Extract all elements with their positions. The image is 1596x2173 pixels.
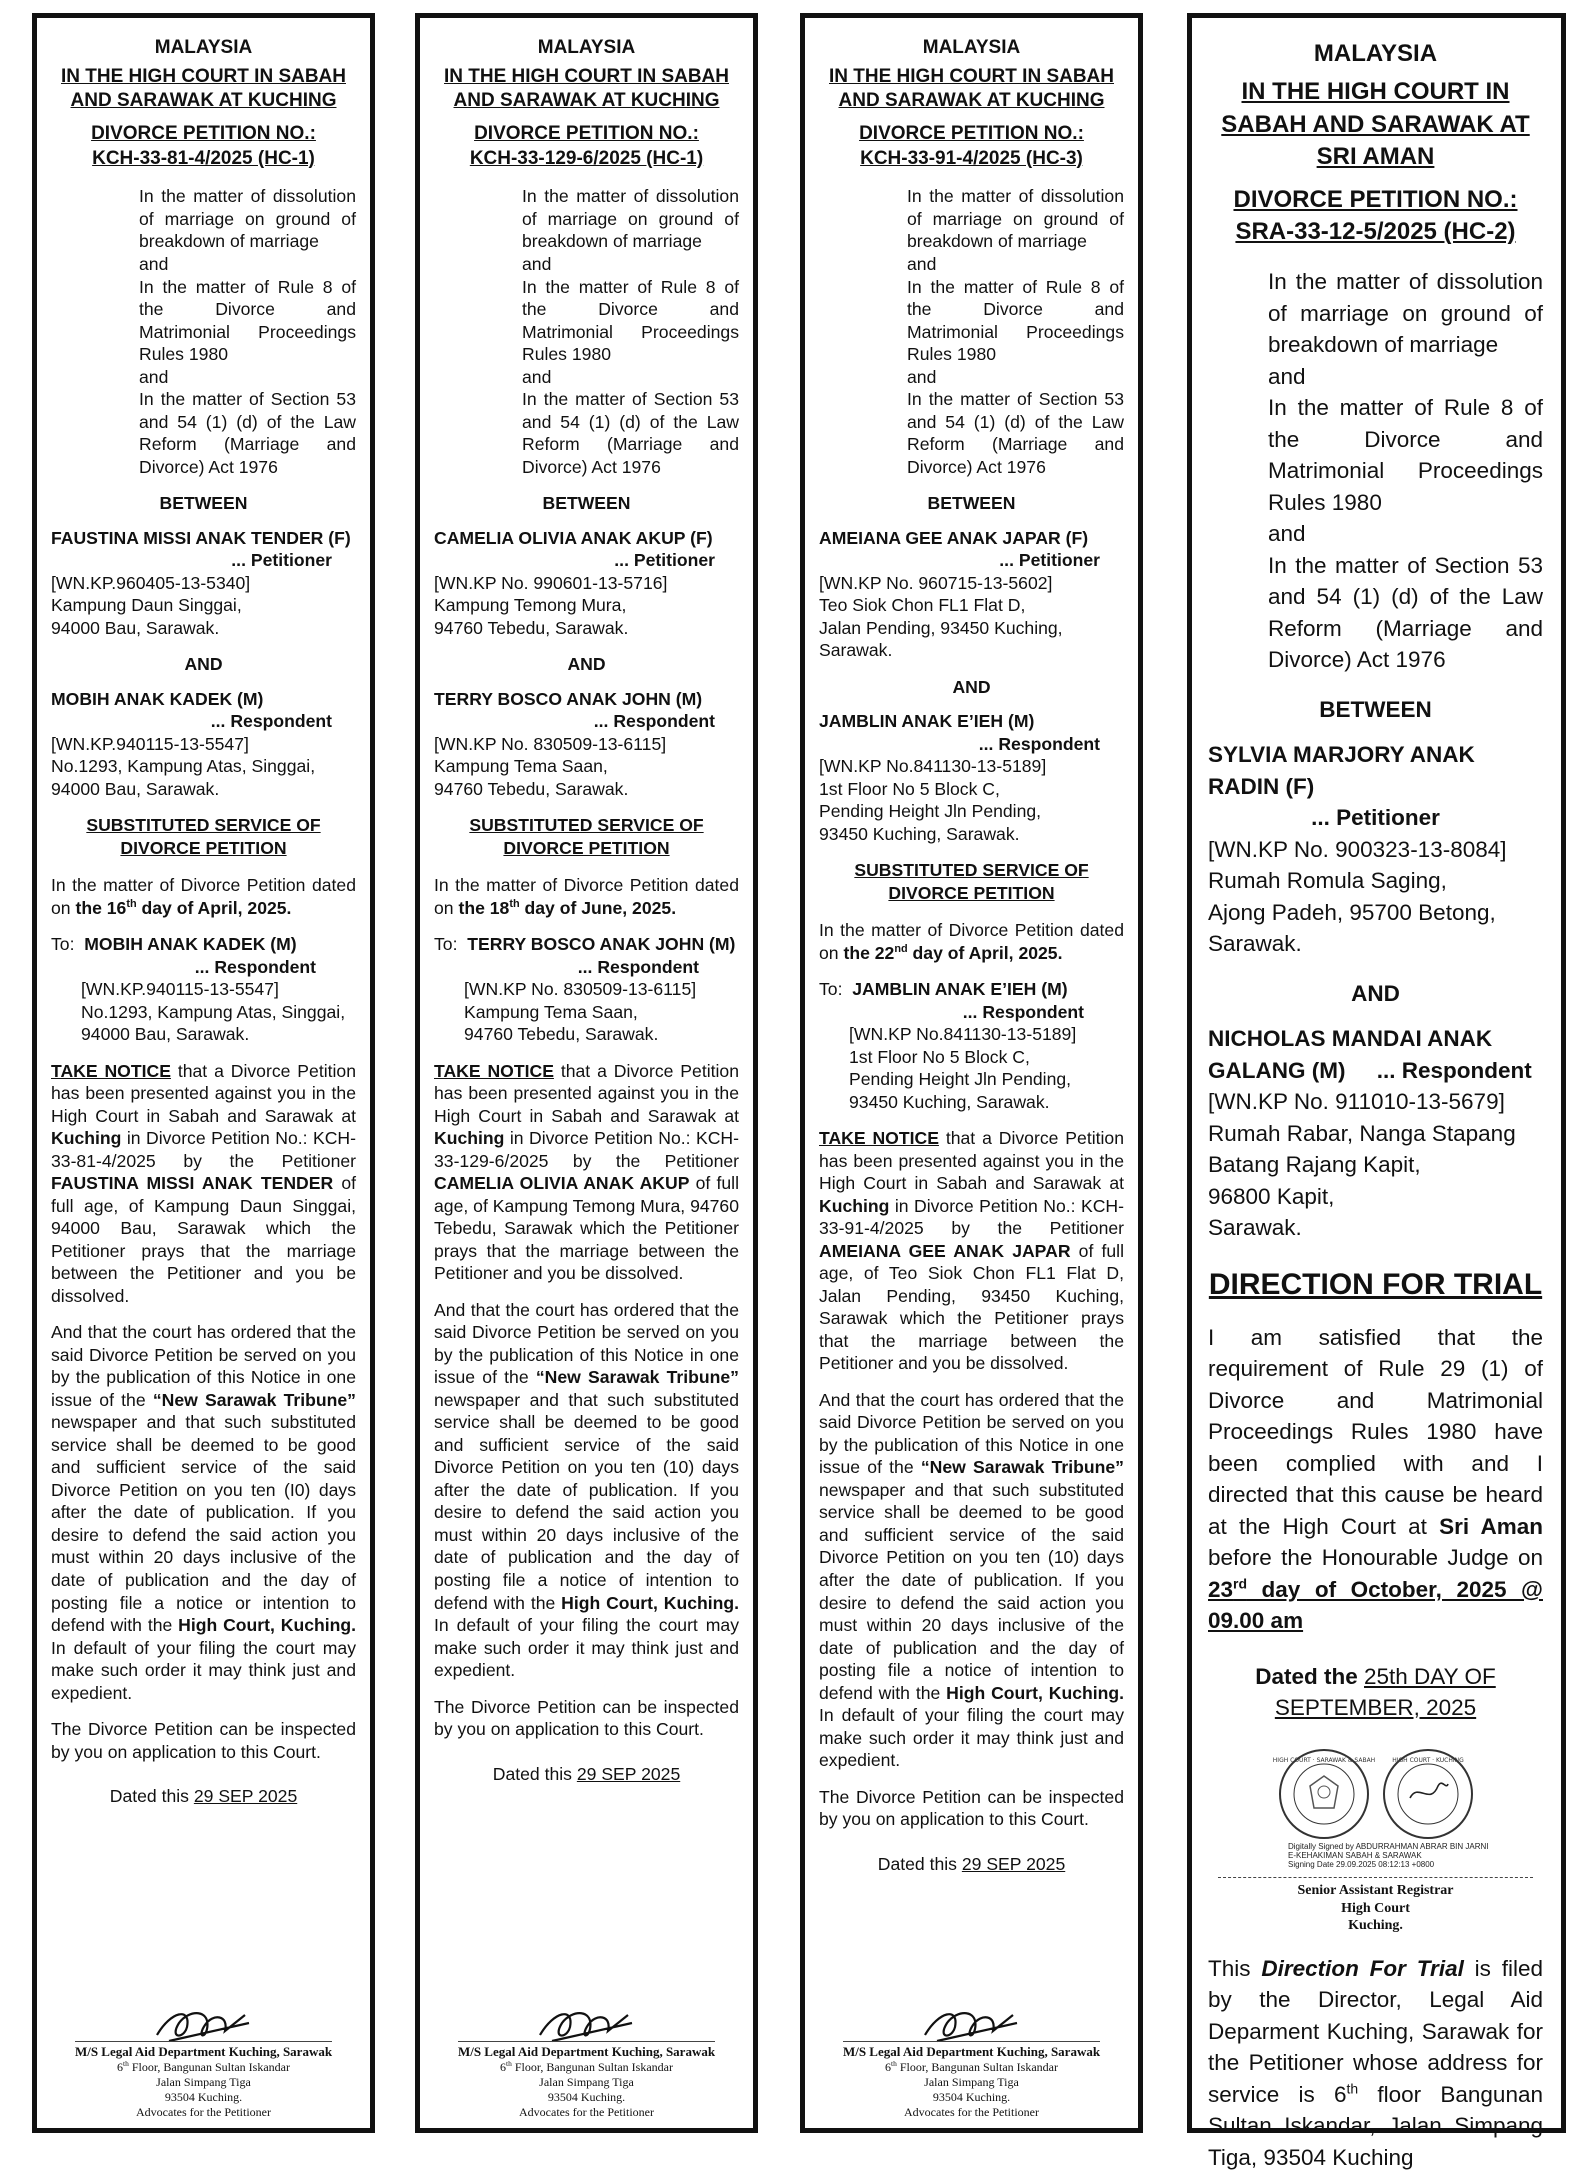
petition-number: KCH-33-91-4/2025 (HC-3): [860, 147, 1083, 169]
respondent-block: JAMBLIN ANAK E’IEH (M) ... Respondent [WN.KP No.841130-13-5189] 1st Floor No 5 Block C, Pending Height Jln Pending, 93450 Kuching, Sarawak.: [819, 710, 1124, 845]
respondent-name: MOBIH ANAK KADEK (M): [51, 688, 264, 709]
notice-column-1: [32, 13, 375, 2133]
petitioner-name: FAUSTINA MISSI ANAK TENDER (F): [51, 527, 351, 548]
and-label: AND: [952, 676, 991, 697]
and-label: AND: [567, 654, 606, 675]
petition-number: SRA-33-12-5/2025 (HC-2): [1235, 217, 1516, 245]
court-heading: IN THE HIGH COURT IN SABAH AND SARAWAK AT KUCHING: [444, 65, 729, 112]
dated-line: Dated this 29 SEP 2025: [492, 1763, 681, 1784]
respondent-block: MOBIH ANAK KADEK (M) ... Respondent [WN.KP.940115-13-5547] No.1293, Kampung Atas, Singgai, 94000 Bau, Sarawak.: [51, 688, 356, 801]
court-order-paragraph: And that the court has ordered that the said Divorce Petition be served on you by the publication of this Notice in one issue of the “New Sarawak Tribune” newspaper and that such substituted service shall be deemed to be good and sufficient service of the said Divorce Petition on you ten (I0) days after the date of publication. If you desire to defend the said action you must within 20 days inclusive of the date of publication and the day of posting file a notice or intention to defend with the High Court, Kuching. In default of your filing the court may make such order it may think just and expedient.: [51, 1322, 356, 1703]
country-heading: MALAYSIA: [1313, 40, 1438, 67]
take-notice-paragraph: TAKE NOTICE that a Divorce Petition has been presented against you in the High Court in Sabah and Sarawak at Kuching in Divorce Petition No.: KCH-33-81-4/2025 by the Petitioner FAUSTINA MISSI ANAK TENDER of full age, of Kampung Daun Singgai, 94000 Bau, Sarawak which the Petitioner prays that the marriage between the Petitioner and you be dissolved.: [51, 1060, 356, 1306]
advocate-signature-block: M/S Legal Aid Department Kuching, Sarawak 6th Floor, Bangunan Sultan Iskandar Jalan Simpang Tiga 93504 Kuching. Advocates for the Petitioner: [37, 2001, 370, 2120]
petitioner-block: FAUSTINA MISSI ANAK TENDER (F) ... Petitioner [WN.KP.960405-13-5340] Kampung Daun Singgai, 94000 Bau, Sarawak.: [51, 527, 356, 640]
respondent-block: NICHOLAS MANDAI ANAK GALANG (M) ... Respondent [WN.KP No. 911010-13-5679] Rumah Rabar, Nanga Stapang Batang Rajang Kapit, 96800 Kapit, Sarawak.: [1208, 1023, 1543, 1244]
svg-text:HIGH COURT · SARAWAK & SABAH: HIGH COURT · SARAWAK & SABAH: [1272, 1756, 1375, 1764]
country-heading: MALAYSIA: [154, 37, 253, 58]
petitioner-name: AMEIANA GEE ANAK JAPAR (F): [819, 527, 1089, 548]
court-seal-kuching-icon: [1380, 1746, 1476, 1842]
respondent-name: TERRY BOSCO ANAK JOHN (M): [434, 688, 703, 709]
petitioner-name: SYLVIA MARJORY ANAK RADIN (F): [1208, 742, 1475, 799]
petition-date: In the matter of Divorce Petition dated on the 22nd day of April, 2025.: [819, 920, 1124, 963]
petition-heading: DIVORCE PETITION NO.: KCH-33-81-4/2025 (HC-1): [51, 122, 356, 171]
respondent-name: JAMBLIN ANAK E’IEH (M): [819, 711, 1035, 732]
substituted-service-title: SUBSTITUTED SERVICE OF DIVORCE PETITION: [469, 815, 704, 859]
inspection-note: The Divorce Petition can be inspected by you on application to this Court.: [51, 1719, 356, 1762]
direction-paragraph: I am satisfied that the requirement of Rule 29 (1) of Divorce and Matrimonial Proceedings Rules 1980 have been complied with and I directed that this cause be heard at the High Court at Sri Aman before the Honourable Judge on 23rd day of October, 2025 @ 09.00 am: [1208, 1324, 1544, 1634]
inspection-note: The Divorce Petition can be inspected by you on application to this Court.: [434, 1696, 739, 1740]
notice-column-2: [415, 13, 758, 2133]
petitioner-block: SYLVIA MARJORY ANAK RADIN (F) ... Petitioner [WN.KP No. 900323-13-8084] Rumah Romula Saging, Ajong Padeh, 95700 Betong, Sarawak.: [1208, 739, 1543, 960]
country-heading: MALAYSIA: [537, 37, 636, 58]
between-label: BETWEEN: [1319, 696, 1432, 722]
between-label: BETWEEN: [159, 493, 248, 514]
between-label: BETWEEN: [542, 493, 631, 514]
petitioner-block: CAMELIA OLIVIA ANAK AKUP (F) ... Petitioner [WN.KP No. 990601-13-5716] Kampung Temong Mura, 94760 Tebedu, Sarawak.: [434, 527, 739, 640]
and-label: AND: [1351, 980, 1400, 1006]
substituted-service-title: SUBSTITUTED SERVICE OF DIVORCE PETITION: [86, 815, 321, 859]
petitioner-block: AMEIANA GEE ANAK JAPAR (F) ... Petitioner [WN.KP No. 960715-13-5602] Teo Siok Chon FL1 Flat D, Jalan Pending, 93450 Kuching, Sarawak.: [819, 527, 1124, 662]
court-heading: IN THE HIGH COURT IN SABAH AND SARAWAK AT KUCHING: [61, 65, 346, 112]
matter-clauses: In the matter of dissolution of marriage on ground of breakdown of marriage and In the matter of Rule 8 of the Divorce and Matrimonial Proceedings Rules 1980 and In the matter of Section 53 and 54 (1) (d) of the Law Reform (Marriage and Divorce) Act 1976: [907, 186, 1124, 477]
petition-heading: DIVORCE PETITION NO.: KCH-33-129-6/2025 (HC-1): [434, 122, 739, 171]
court-order-paragraph: And that the court has ordered that the said Divorce Petition be served on you by the publication of this Notice in one issue of the “New Sarawak Tribune” newspaper and that such substituted service shall be deemed to be good and sufficient service of the said Divorce Petition on you ten (10) days after the date of publication. If you desire to defend the said action you must within 20 days inclusive of the date of publication and the day of posting file a notice of intention to defend with the High Court, Kuching. In default of your filing the court may make such order it may think just and expedient.: [434, 1299, 739, 1681]
advocate-signature-block: M/S Legal Aid Department Kuching, Sarawak 6th Floor, Bangunan Sultan Iskandar Jalan Simpang Tiga 93504 Kuching. Advocates for the Petitioner: [420, 2001, 753, 2120]
registrar-block: Senior Assistant Registrar High Court Kuching.: [1218, 1877, 1533, 1935]
petition-number: KCH-33-129-6/2025 (HC-1): [469, 147, 704, 169]
trial-dated-line: Dated the 25th DAY OF SEPTEMBER, 2025: [1255, 1663, 1496, 1721]
court-order-paragraph: And that the court has ordered that the said Divorce Petition be served on you by the publication of this Notice in one issue of the “New Sarawak Tribune” newspaper and that such substituted service shall be deemed to be good and sufficient service of the said Divorce Petition on you ten (10) days after the date of publication. If you desire to defend the said action you must within 20 days inclusive of the date of publication and the day of posting file a notice of intention to defend with the High Court, Kuching. In default of your filing the court may make such order it may think just and expedient.: [819, 1389, 1124, 1771]
take-notice-paragraph: TAKE NOTICE that a Divorce Petition has been presented against you in the High Court in Sabah and Sarawak at Kuching in Divorce Petition No.: KCH-33-91-4/2025 by the Petitioner AMEIANA GEE ANAK JAPAR of full age, of Teo Siok Chon FL1 Flat D, Jalan Pending, 93450 Kuching, Sarawak which the Petitioner prays that the marriage between the Petitioner and you be dissolved.: [819, 1128, 1124, 1374]
substituted-service-title: SUBSTITUTED SERVICE OF DIVORCE PETITION: [854, 860, 1089, 904]
country-heading: MALAYSIA: [922, 37, 1021, 58]
matter-clauses: In the matter of dissolution of marriage on ground of breakdown of marriage and In the matter of Rule 8 of the Divorce and Matrimonial Proceedings Rules 1980 and In the matter of Section 53 and 54 (1) (d) of the Law Reform (Marriage and Divorce) Act 1976: [139, 186, 356, 477]
to-block: To: JAMBLIN ANAK E’IEH (M) ... Respondent [WN.KP No.841130-13-5189] 1st Floor No 5 Block C, Pending Height Jln Pending, 93450 Kuching, Sarawak.: [819, 979, 1084, 1112]
respondent-block: TERRY BOSCO ANAK JOHN (M) ... Respondent [WN.KP No. 830509-13-6115] Kampung Tema Saan, 94760 Tebedu, Sarawak.: [434, 688, 739, 801]
petition-number: KCH-33-81-4/2025 (HC-1): [92, 147, 315, 169]
direction-for-trial-column: [1187, 13, 1566, 2170]
court-heading: IN THE HIGH COURT IN SABAH AND SARAWAK AT SRI AMAN: [1221, 78, 1530, 171]
notice-column-3: [800, 13, 1143, 2133]
between-label: BETWEEN: [927, 493, 1016, 514]
court-heading: IN THE HIGH COURT IN SABAH AND SARAWAK AT KUCHING: [829, 65, 1114, 112]
inspection-note: The Divorce Petition can be inspected by you on application to this Court.: [819, 1786, 1124, 1830]
to-block: To: MOBIH ANAK KADEK (M) ... Respondent [WN.KP.940115-13-5547] No.1293, Kampung Atas, Singgai, 94000 Bau, Sarawak.: [51, 934, 346, 1045]
court-seal-sarawak-sabah-icon: [1272, 1746, 1375, 1842]
to-block: To: TERRY BOSCO ANAK JOHN (M) ... Respondent [WN.KP No. 830509-13-6115] Kampung Tema Saan, 94760 Tebedu, Sarawak.: [434, 934, 736, 1045]
matter-clauses: In the matter of dissolution of marriage on ground of breakdown of marriage and In the matter of Rule 8 of the Divorce and Matrimonial Proceedings Rules 1980 and In the matter of Section 53 and 54 (1) (d) of the Law Reform (Marriage and Divorce) Act 1976: [1268, 269, 1543, 673]
dated-line: Dated this 29 SEP 2025: [109, 1786, 298, 1807]
petition-date: In the matter of Divorce Petition dated on the 16th day of April, 2025.: [51, 875, 356, 918]
digital-signature-note: Digitally Signed by ABDURRAHMAN ABRAR BIN JARNI E-KEHAKIMAN SABAH & SARAWAK Signing Date 29.09.2025 08:12:13 +0800: [1288, 1841, 1489, 1870]
svg-text:HIGH COURT · KUCHING: HIGH COURT · KUCHING: [1391, 1756, 1464, 1764]
matter-clauses: In the matter of dissolution of marriage on ground of breakdown of marriage and In the matter of Rule 8 of the Divorce and Matrimonial Proceedings Rules 1980 and In the matter of Section 53 and 54 (1) (d) of the Law Reform (Marriage and Divorce) Act 1976: [522, 186, 739, 477]
respondent-name: NICHOLAS MANDAI ANAK: [1208, 1026, 1493, 1052]
filing-note: This Direction For Trial is filed by the Director, Legal Aid Deparment Kuching, Sarawak for the Petitioner whose address for service is 6th floor Bangunan Sultan Iskandar, Jalan Simpang Tiga, 93504 Kuching: [1208, 1955, 1544, 2170]
petition-date: In the matter of Divorce Petition dated on the 18th day of June, 2025.: [434, 875, 739, 918]
and-label: AND: [184, 654, 223, 675]
petitioner-name: CAMELIA OLIVIA ANAK AKUP (F): [434, 527, 713, 548]
dated-line: Dated this 29 SEP 2025: [877, 1853, 1066, 1874]
court-seals: [1208, 1746, 1543, 1842]
take-notice-paragraph: TAKE NOTICE that a Divorce Petition has been presented against you in the High Court in Sabah and Sarawak at Kuching in Divorce Petition No.: KCH-33-129-6/2025 by the Petitioner CAMELIA OLIVIA ANAK AKUP of full age, of Kampung Temong Mura, 94760 Tebedu, Sarawak which the Petitioner prays that the marriage between the Petitioner and you be dissolved.: [434, 1060, 739, 1284]
petition-heading: DIVORCE PETITION NO.: SRA-33-12-5/2025 (HC-2): [1208, 184, 1543, 249]
direction-for-trial-title: DIRECTION FOR TRIAL: [1208, 1267, 1543, 1301]
petition-heading: DIVORCE PETITION NO.: KCH-33-91-4/2025 (HC-3): [819, 122, 1124, 171]
advocate-signature-block: M/S Legal Aid Department Kuching, Sarawak 6th Floor, Bangunan Sultan Iskandar Jalan Simpang Tiga 93504 Kuching. Advocates for the Petitioner: [805, 2001, 1138, 2120]
